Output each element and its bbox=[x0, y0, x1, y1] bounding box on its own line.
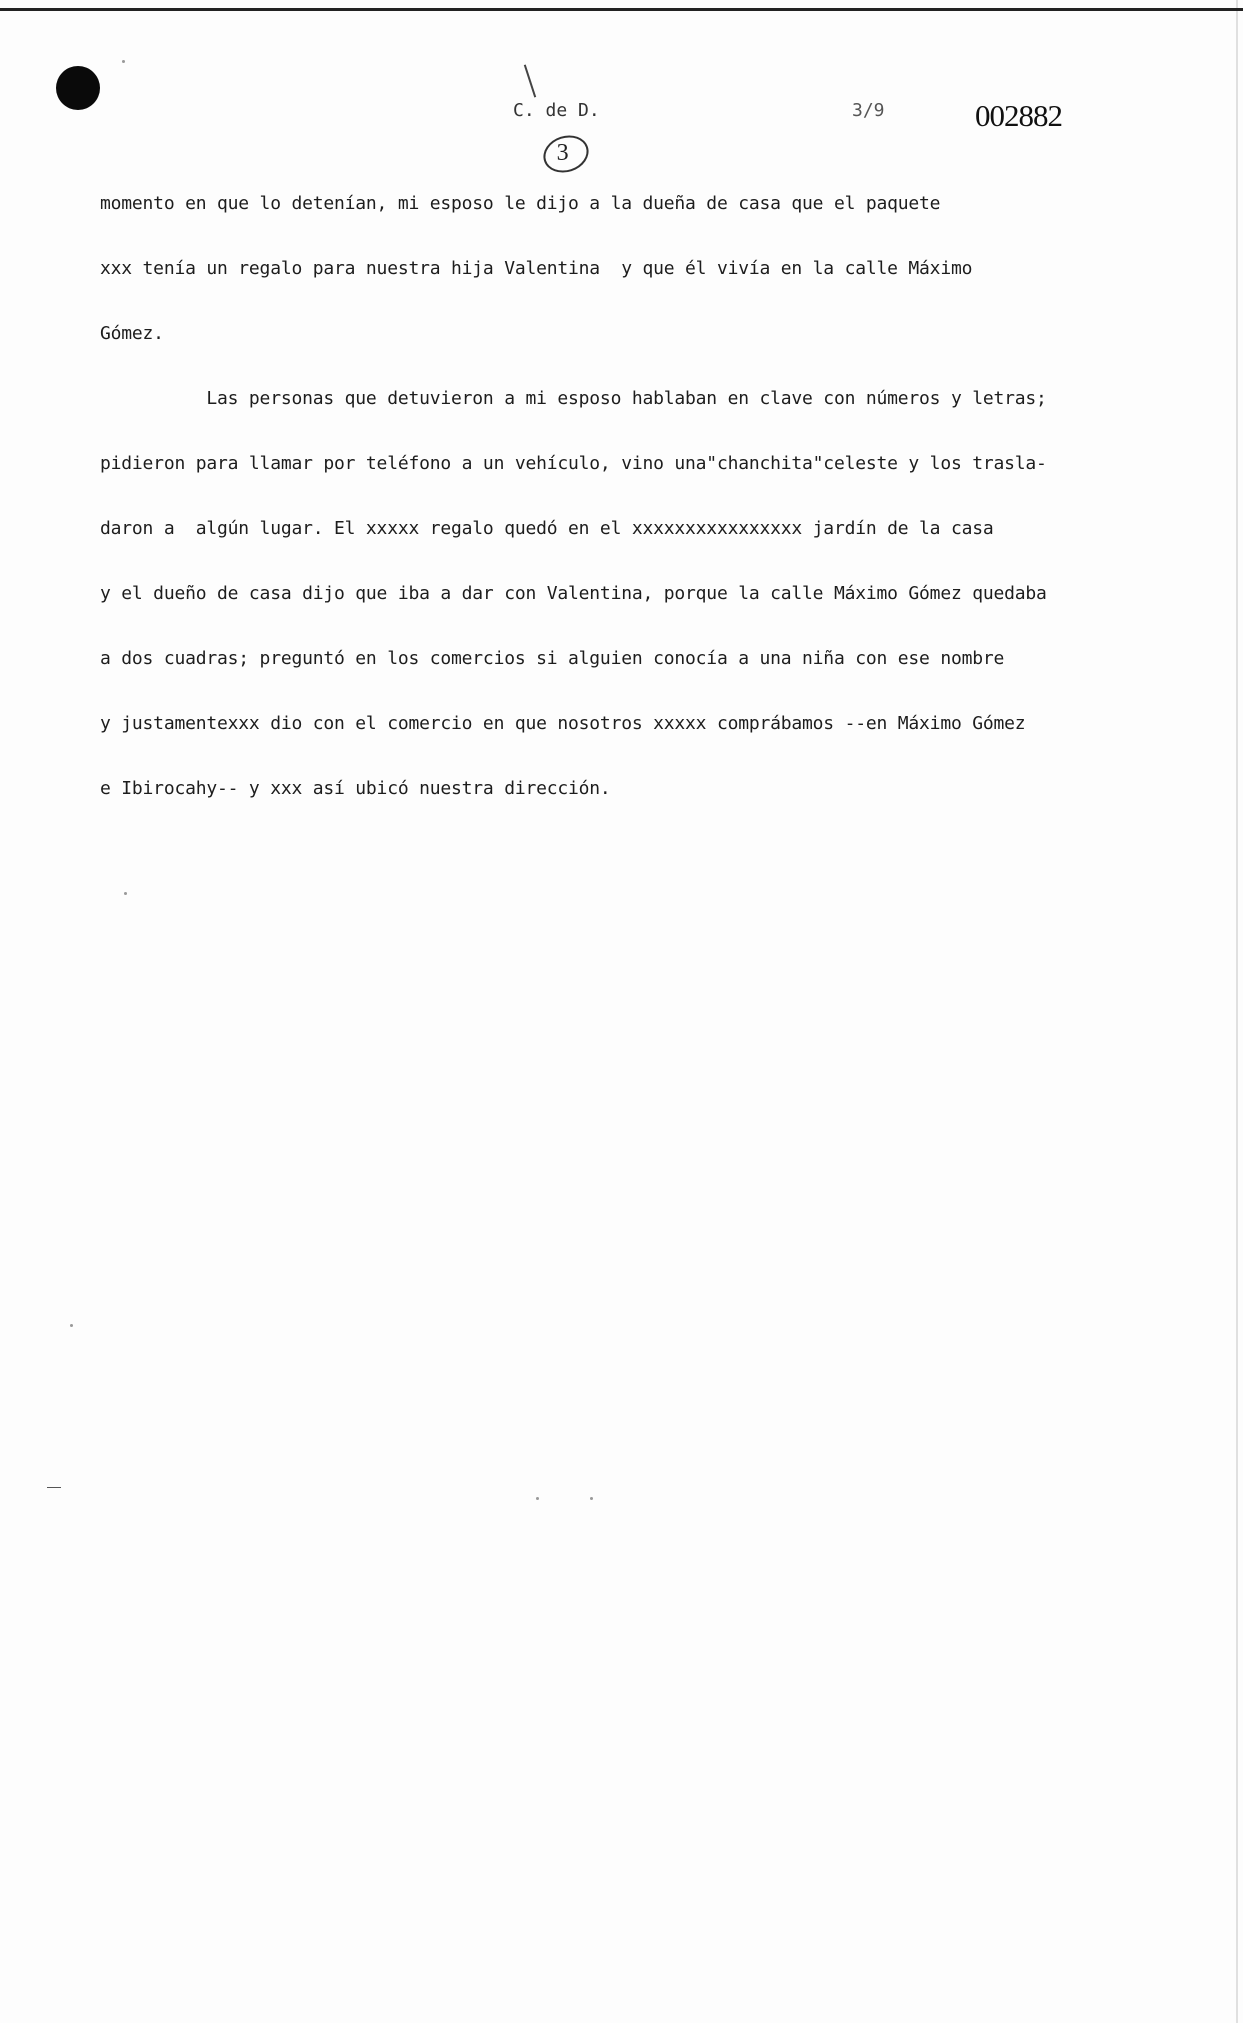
margin-dash-mark bbox=[47, 1487, 61, 1488]
text-line: momento en que lo detenían, mi esposo le dijo a la dueña de casa que el paquete bbox=[100, 193, 941, 214]
text-line: y el dueño de casa dijo que iba a dar con Valentina, porque la calle Máximo Gómez quedaba bbox=[100, 583, 1047, 604]
document-number-stamp: 002882 bbox=[975, 98, 1062, 133]
scan-speck bbox=[590, 1497, 593, 1500]
text-line: e Ibirocahy-- y xxx así ubicó nuestra dirección. bbox=[100, 778, 611, 799]
header-reference: C. de D. bbox=[513, 100, 600, 121]
punch-hole-mark bbox=[56, 66, 100, 110]
header-page-number: 3/9 bbox=[852, 100, 885, 121]
page-edge-shadow bbox=[1236, 0, 1238, 2023]
scan-speck bbox=[122, 60, 125, 63]
text-line: xxx tenía un regalo para nuestra hija Valentina y que él vivía en la calle Máximo bbox=[100, 258, 973, 279]
scan-speck bbox=[536, 1497, 539, 1500]
circled-number: 3 bbox=[556, 140, 569, 167]
text-line: daron a algún lugar. El xxxxx regalo quedó en el xxxxxxxxxxxxxxxx jardín de la casa bbox=[100, 518, 994, 539]
scan-speck bbox=[124, 892, 127, 895]
circled-page-mark bbox=[539, 130, 594, 178]
text-line: Gómez. bbox=[100, 323, 164, 344]
top-scan-border bbox=[0, 8, 1243, 11]
testimony-text-block bbox=[100, 192, 1090, 842]
handwritten-tick-mark bbox=[524, 65, 536, 98]
scan-speck bbox=[70, 1324, 73, 1327]
text-line: Las personas que detuvieron a mi esposo hablaban en clave con números y letras; bbox=[100, 388, 1047, 409]
text-line: pidieron para llamar por teléfono a un vehículo, vino una"chanchita"celeste y los trasla- bbox=[100, 453, 1047, 474]
text-line: a dos cuadras; preguntó en los comercios si alguien conocía a una niña con ese nombre bbox=[100, 648, 1005, 669]
text-line: y justamentexxx dio con el comercio en que nosotros xxxxx comprábamos --en Máximo Gómez bbox=[100, 713, 1026, 734]
